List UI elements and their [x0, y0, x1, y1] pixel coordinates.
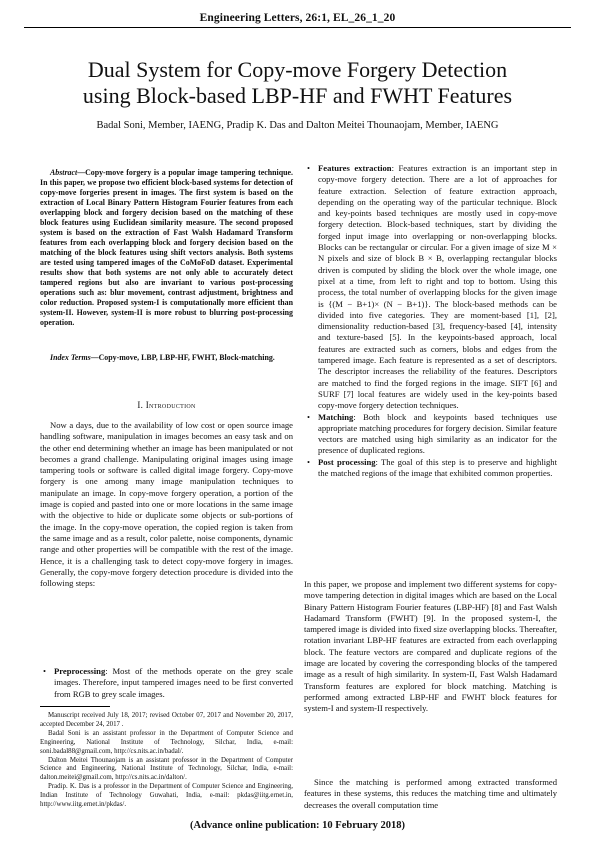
bullet-icon: • — [307, 456, 311, 467]
section-number: I. — [137, 400, 144, 410]
step-text: : The goal of this step is to preserve and highlight the matched regions of the image that exhibited common properties. — [318, 456, 557, 479]
index-terms-label: Index Terms — [50, 353, 91, 362]
title-line-1: Dual System for Copy-move Forgery Detection — [87, 57, 508, 82]
intro-paragraph: Now a days, due to the availability of low cost or open source image handling software, manipulation in images becomes an easy task and on the other end determining whether an image has been manipulated or not becomes a grand challenge. Manipulating original images using image tampering tools or software is called digital image forgery. Copy-move forgery is one among many image manipulation techniques to manipulate an image. In copy-move forgery operation, a portion of the image is copied and pasted into one or more locations in the same image with the objective to hide or duplicate some objects or sub-portions of the image. In the copy-move operation, the copied region is taken from the same image and as a result, color palette, noise components, dynamic range and other properties will be compatible with the rest of the image. Hence, it is a challenging task to detect copy-move forgery in images. Generally, the copy-move forgery detection procedure is divided into the following steps: — [40, 420, 293, 589]
abstract-label: Abstract — [50, 168, 78, 177]
abstract-text: —Copy-move forgery is a popular image tampering technique. In this paper, we propose two efficient block-based systems for detection of copy-move forgeries present in images. The first system is based on the extraction of Local Binary Pattern Histogram Fourier features from each overlapping block and forgery decision based on the matching of these block features using Euclidean similarity measure. The second proposed system is based on the extraction of Fast Walsh Hadamard Transform features from each overlapping block and forgery decision based on the matching of the block features using shift vectors analysis. Both systems are tested using tampered images of the CoMoFoD dataset. Experimental results show that both systems are not only able to accurately detect tampered regions but also are invariant to various post-processing operations such as: blur movement, contrast adjustment, brightness and color reduction. Proposed system-I is computationally more efficient than system-II. However, system-II is more robust to blurring post-processing operation. — [40, 168, 293, 327]
footnote-soni: Badal Soni is an assistant professor in the Department of Computer Science and Engineering, National Institute of Technology, Silchar, India, e-mail: soni.badal88@gmail.com, http://cs.nits.ac.in/badal/. — [40, 729, 293, 755]
bullet-icon: • — [307, 163, 311, 173]
index-terms-text: —Copy-move, LBP, LBP-HF, FWHT, Block-matching. — [90, 353, 275, 362]
footnote-manuscript: Manuscript received July 18, 2017; revised October 07, 2017 and November 20, 2017, accepted December 24, 2017 . — [40, 712, 293, 728]
paragraph-proposed-systems: In this paper, we propose and implement two different systems for copy-move tampering detection in digital images which are based on the Local Binary Pattern Histogram Fourier features (LBP-HF) [8] and Fast Walsh Hadamard Transform (FWHT) [9]. In the proposed system-I, the tampered image is divided into fixed size overlapping blocks. Thereafter, rotation invariant LBP-HF features are extracted from each overlapping block. The feature vectors are compared and duplicate regions of the image are located by covering the corresponding blocks of the tampered image as a result of high similarity. In system-II, Fast Walsh Hadamard Transform features are explored for block matching. Matching is performed among extracted LBP-HF and FWHT block features for system-I and system-II respectively. — [304, 579, 557, 714]
bullet-icon: • — [43, 666, 47, 676]
author-line: Badal Soni, Member, IAENG, Pradip K. Das and Dalton Meitei Thounaojam, Member, IAENG — [96, 120, 499, 131]
section-title: Introduction — [145, 400, 196, 410]
paragraph-matching-time: Since the matching is performed among extracted transformed features in these systems, this reduces the matching time and ultimately decreases the overall computation time — [304, 777, 557, 810]
steps-list-left — [40, 666, 293, 700]
title-line-2: using Block-based LBP-HF and FWHT Features — [82, 83, 513, 108]
section-heading — [40, 400, 293, 410]
list-item-features-extraction — [304, 163, 557, 412]
footnote-das: Pradip. K. Das is a professor in the Department of Computer Science and Engineering, Indian Institute of Technology Guwahati, India, e-mail: pkdas@iitg.ernet.in, http://www.iitg.ernet.in/pkdas/. — [40, 783, 293, 809]
footnote-rule — [40, 706, 110, 707]
footnotes — [40, 712, 293, 810]
step-text: : Most of the methods operate on the grey scale images. Therefore, input tampered images need to be first converted from RGB to grey scale images. — [54, 666, 293, 699]
step-label: Features extraction — [318, 163, 392, 173]
step-text: : Both block and keypoints based techniques use appropriate matching procedures for forgery decision. Similar feature vectors are matched using high similarity as an indicator for the presence of duplicated regions. — [318, 411, 557, 456]
step-label: Post processing — [318, 456, 376, 467]
list-item-preprocessing — [40, 666, 293, 700]
journal-header: Engineering Letters, 26:1, EL_26_1_20 — [199, 12, 396, 24]
paper-title — [30, 57, 565, 109]
steps-list-right — [304, 163, 557, 479]
step-text: : Features extraction is an important step in copy-move forgery detection. There are a lot of approaches for feature extraction. Selection of feature extraction approach, depending on the operating way of the particular technique. Block and key-points based techniques are mostly used in copy-move forgery detection. Block-based techniques, start by dividing the forged input image into overlapping or non-overlapping blocks. Blocks can be rectangular or circular. For a given image of size M × N pixels and size of block B × B, overlapping rectangular blocks driven is computed by sliding the block over the whole image, one pixel at a time, from left to right and top to bottom. Using this process, the total number of overlapping blocks for the given image is {(M − B+1)× (N − B+1)}. The block-based methods can be divided into five categories. They are moment-based [1], [2], dimensionality reduction-based [3], frequency-based [4], intensity and texture-based [5]. In the keypoints-based approach, local features are extracted such as corners, blobs and edges from the tampered image. Each feature is represented as a set of descriptors. The descriptor increases the reliability of the features. Descriptors are matched to find the forged regions in the image. SIFT [6] and SURF [7] local features are widely used in the key-points based copy-move forgery detection techniques. — [318, 163, 557, 411]
step-label: Matching — [318, 411, 354, 422]
bullet-icon: • — [307, 411, 311, 422]
index-terms — [40, 353, 293, 363]
header-rule — [24, 27, 571, 28]
abstract — [40, 168, 293, 328]
footnote-thounaojam: Dalton Meitei Thounaojam is an assistant professor in the Department of Computer Science and Engineering, National Institute of Technology, Silchar, India, e-mail: dalton.meitei@gmail.com, http://cs.nits.ac.in/dalton/. — [40, 756, 293, 782]
step-label: Preprocessing — [54, 666, 106, 676]
list-item-post-processing — [304, 457, 557, 480]
list-item-matching — [304, 412, 557, 457]
publication-footer: (Advance online publication: 10 February 2018) — [190, 820, 405, 831]
